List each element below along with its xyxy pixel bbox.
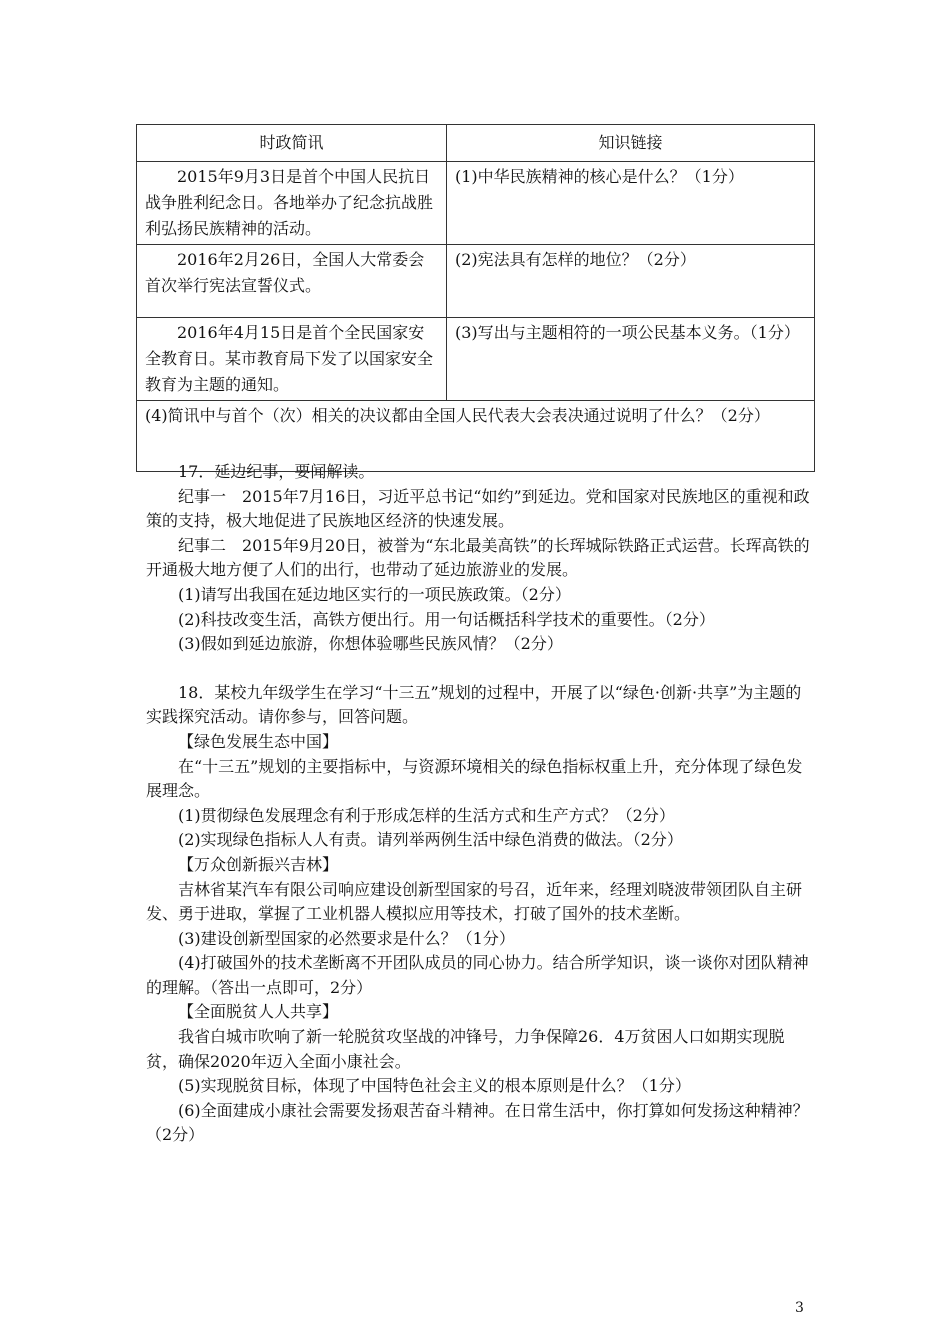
q17-event2: 纪事二 2015年9月20日，被誉为“东北最美高铁”的长珲城际铁路正式运营。长珲高铁的开通极大地方便了人们的出行，也带动了延边旅游业的发展。 xyxy=(146,535,810,580)
q17-sub2: (2)科技改变生活，高铁方便出行。用一句话概括科学技术的重要性。（2分） xyxy=(178,609,715,629)
current-affairs-table xyxy=(136,124,815,472)
q18-sub5: (5)实现脱贫目标，体现了中国特色社会主义的根本原则是什么？（1分） xyxy=(178,1076,691,1096)
q18-text-poverty: 我省白城市吹响了新一轮脱贫攻坚战的冲锋号，力争保障26．4万贫困人口如期实现脱贫，确保2020年迈入全面小康社会。 xyxy=(146,1027,785,1071)
question-cell: (1)中华民族精神的核心是什么？（1分） xyxy=(447,162,815,245)
q18-sub6: (6)全面建成小康社会需要发扬艰苦奋斗精神。在日常生活中，你打算如何发扬这种精神？（2分） xyxy=(146,1100,809,1145)
q18-sub2: (2)实现绿色指标人人有责。请列举两例生活中绿色消费的做法。（2分） xyxy=(178,830,683,850)
q18-sub4: (4)打破国外的技术垄断离不开团队成员的同心协力。结合所学知识，谈一谈你对团队精神的理解。（答出一点即可，2分） xyxy=(146,953,809,997)
table-row xyxy=(137,318,815,401)
question-cell: (2)宪法具有怎样的地位？（2分） xyxy=(447,245,815,318)
table-row xyxy=(137,162,815,245)
q18-section-innovation: 【万众创新振兴吉林】 xyxy=(178,854,339,874)
table-header-row xyxy=(137,125,815,162)
news-cell: 2015年9月3日是首个中国人民抗日战争胜利纪念日。各地举办了纪念抗战胜利弘扬民族精神的活动。 xyxy=(137,162,447,245)
header-knowledge: 知识链接 xyxy=(447,125,815,162)
q18-sub3: (3)建设创新型国家的必然要求是什么？（1分） xyxy=(178,928,515,948)
q18-text-green: 在“十三五”规划的主要指标中，与资源环境相关的绿色指标权重上升，充分体现了绿色发展理念。 xyxy=(146,756,803,801)
questions-body xyxy=(146,460,810,1148)
q17-sub1: (1)请写出我国在延边地区实行的一项民族政策。（2分） xyxy=(178,584,571,604)
q17-title: 17．延边纪事，要闻解读。 xyxy=(178,462,375,481)
spacer xyxy=(146,657,810,681)
q17-sub3: (3)假如到延边旅游，你想体验哪些民族风情？（2分） xyxy=(178,634,563,654)
q17-event1: 纪事一 2015年7月16日，习近平总书记“如约”到延边。党和国家对民族地区的重视和政策的支持，极大地促进了民族地区经济的快速发展。 xyxy=(146,486,810,531)
table-row xyxy=(137,245,815,318)
news-cell: 2016年4月15日是首个全民国家安全教育日。某市教育局下发了以国家安全教育为主题的通知。 xyxy=(137,318,447,401)
q18-sub1: (1)贯彻绿色发展理念有利于形成怎样的生活方式和生产方式？（2分） xyxy=(178,805,675,825)
q18-section-green: 【绿色发展生态中国】 xyxy=(178,731,339,751)
q18-text-innovation: 吉林省某汽车有限公司响应建设创新型国家的号召，近年来，经理刘晓波带领团队自主研发、勇于进取，掌握了工业机器人模拟应用等技术，打破了国外的技术垄断。 xyxy=(146,879,803,924)
header-news: 时政简讯 xyxy=(137,125,447,162)
q18-intro: 18．某校九年级学生在学习“十三五”规划的过程中，开展了以“绿色·创新·共享”为主题的实践探究活动。请你参与，回答问题。 xyxy=(146,682,802,727)
q18-section-poverty: 【全面脱贫人人共享】 xyxy=(178,1002,339,1022)
news-cell: 2016年2月26日，全国人大常委会首次举行宪法宣誓仪式。 xyxy=(137,245,447,318)
footer-question: (4)简讯中与首个（次）相关的决议都由全国人民代表大会表决通过说明了什么？（2分） xyxy=(137,401,815,472)
question-cell: (3)写出与主题相符的一项公民基本义务。（1分） xyxy=(447,318,815,401)
page-number: 3 xyxy=(795,1300,804,1316)
